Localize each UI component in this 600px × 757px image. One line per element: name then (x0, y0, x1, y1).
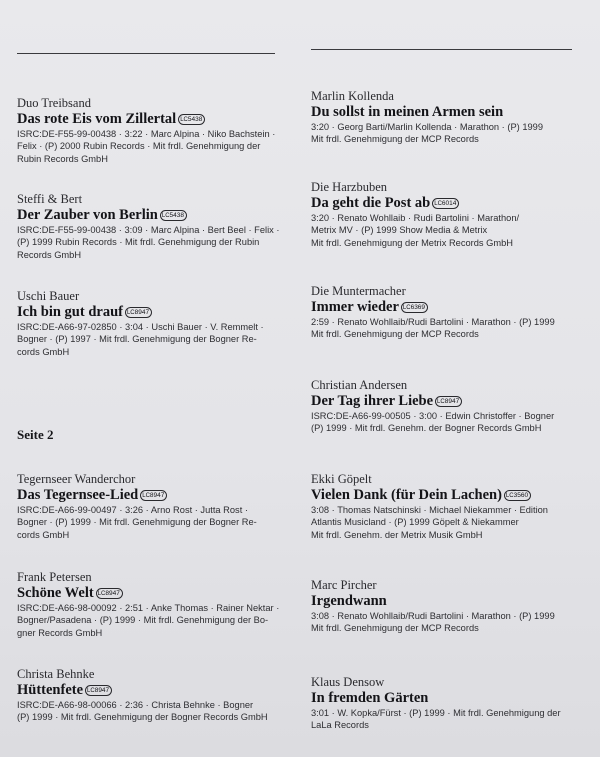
track-credit-line: (P) 1999 · Mit frdl. Genehmigung der Bogner Records GmbH (17, 712, 268, 723)
track-artist: Marlin Kollenda (311, 89, 394, 103)
label-code-number: 6369 (410, 304, 426, 311)
track-credit-line: Mit frdl. Genehm. der Metrix Musik GmbH (311, 529, 483, 540)
left-track-entry (17, 667, 292, 724)
track-credit-line: gner Records GmbH (17, 627, 103, 638)
track-artist: Die Muntermacher (311, 284, 406, 298)
label-code-badge (160, 210, 187, 221)
right-divider-rule (311, 49, 572, 50)
track-title: Irgendwann (311, 593, 387, 609)
track-artist: Ekki Göpelt (311, 472, 372, 486)
label-code-badge (96, 588, 123, 599)
label-code-badge (125, 307, 152, 318)
track-credit-line: Bogner · (P) 1997 · Mit frdl. Genehmigung der Bogner Re- (17, 334, 257, 345)
track-title-row (311, 195, 586, 212)
track-title-row (311, 487, 586, 504)
track-credit-line: (P) 1999 · Mit frdl. Genehm. der Bogner Records GmbH (311, 423, 542, 434)
label-code-badge (435, 396, 462, 407)
track-credit-line: Bogner · (P) 1999 · Mit frdl. Genehmigung der Bogner Re- (17, 517, 257, 528)
track-credit-line: ISRC:DE-A66-98-00092 · 2:51 · Anke Thomas · Rainer Nektar · (17, 603, 280, 613)
track-title: Hüttenfete (17, 682, 84, 698)
label-code-badge (432, 198, 459, 209)
track-credit-line: Mit frdl. Genehmigung der MCP Records (311, 623, 479, 634)
right-track-entry (311, 578, 586, 635)
label-code-number: 8947 (444, 398, 460, 405)
track-artist: Uschi Bauer (17, 289, 80, 303)
track-title-row (17, 585, 292, 602)
right-track-entry (311, 472, 586, 541)
label-code-logo-icon: LC (87, 688, 95, 694)
section-label: Seite 2 (17, 427, 54, 442)
label-code-number: 5438 (169, 212, 184, 219)
track-title-row (17, 111, 292, 128)
right-track-entry (311, 89, 586, 146)
right-track-entry (311, 180, 586, 249)
right-track-entry (311, 675, 586, 732)
track-title-row (311, 104, 586, 121)
track-artist: Marc Pircher (311, 578, 377, 592)
track-title: Vielen Dank (für Dein Lachen) (311, 487, 502, 503)
right-track-entry (311, 284, 586, 341)
track-artist: Duo Treibsand (17, 96, 91, 110)
track-title: Ich bin gut drauf (17, 304, 123, 320)
track-credit-line: (P) 1999 Rubin Records · Mit frdl. Genehmigung der Rubin (17, 237, 260, 248)
track-title: Da geht die Post ab (311, 195, 431, 211)
track-credit-line: Records GmbH (17, 249, 82, 260)
label-code-number: 5438 (187, 116, 203, 123)
track-credit-line: cords GmbH (17, 529, 70, 540)
track-title-row (17, 682, 292, 699)
track-title-row (17, 207, 292, 224)
track-credit-line: Rubin Records GmbH (17, 153, 108, 164)
track-credit-line: Mit frdl. Genehmigung der MCP Records (311, 134, 479, 145)
track-title-row (17, 487, 292, 504)
track-title: Immer wieder (311, 299, 399, 315)
track-credit-line: ISRC:DE-F55-99-00438 · 3:09 · Marc Alpina · Bert Beel · Felix · (17, 225, 280, 235)
track-credit-line: Mit frdl. Genehmigung der Metrix Records GmbH (311, 237, 514, 248)
label-code-logo-icon: LC (97, 591, 106, 597)
track-credit-line: 3:20 · Georg Barti/Marlin Kollenda · Marathon · (P) 1999 (311, 122, 544, 132)
track-title: In fremden Gärten (311, 690, 429, 706)
track-credit-line: ISRC:DE-A66-99-00505 · 3:00 · Edwin Christoffer · Bogner (311, 411, 555, 421)
label-code-badge (504, 490, 531, 501)
track-credit-line: ISRC:DE-F55-99-00438 · 3:22 · Marc Alpina · Niko Bachstein · (17, 129, 276, 139)
track-artist: Tegernseer Wanderchor (17, 472, 136, 486)
track-credit-line: 2:59 · Renato Wohllaib/Rudi Bartolini · Marathon · (P) 1999 (311, 317, 555, 327)
track-credit-line: cords GmbH (17, 346, 70, 357)
label-code-badge (401, 302, 428, 313)
track-credit-line: 3:20 · Renato Wohllaib · Rudi Bartolini · Marathon/ (311, 213, 520, 223)
track-credit-line: Metrix MV · (P) 1999 Show Media & Metrix (311, 225, 488, 236)
label-code-number: 8947 (94, 687, 110, 694)
track-title-row (17, 304, 292, 321)
track-credit-line: Felix · (P) 2000 Rubin Records · Mit frdl. Genehmigung der (17, 141, 261, 152)
label-code-logo-icon: LC (180, 117, 188, 123)
label-code-logo-icon: LC (402, 305, 411, 311)
track-title: Du sollst in meinen Armen sein (311, 104, 504, 120)
track-artist: Steffi & Bert (17, 192, 83, 206)
label-code-badge (140, 490, 167, 501)
label-code-logo-icon: LC (126, 310, 135, 316)
left-track-entry (17, 570, 292, 639)
right-track-entry (311, 378, 586, 435)
track-artist: Klaus Densow (311, 675, 385, 689)
track-title: Der Tag ihrer Liebe (311, 393, 434, 409)
track-title-row (311, 299, 586, 316)
left-track-entry (17, 289, 292, 358)
label-code-badge (85, 685, 112, 696)
track-title-row (311, 593, 586, 610)
track-credit-line: Bogner/Pasadena · (P) 1999 · Mit frdl. Genehmigung der Bo- (17, 615, 269, 626)
left-track-entry (17, 96, 292, 165)
left-track-entry (17, 472, 292, 541)
left-divider-rule (17, 53, 275, 54)
label-code-number: 3560 (513, 492, 529, 499)
track-credit-line: 3:01 · W. Kopka/Fürst · (P) 1999 · Mit frdl. Genehmigung der (311, 708, 561, 718)
track-artist: Christian Andersen (311, 378, 408, 392)
track-credit-line: ISRC:DE-A66-97-02850 · 3:04 · Uschi Bauer · V. Remmelt · (17, 322, 264, 332)
track-credit-line: ISRC:DE-A66-98-00066 · 2:36 · Christa Behnke · Bogner (17, 700, 254, 710)
label-code-number: 8947 (149, 492, 165, 499)
label-code-logo-icon: LC (437, 399, 445, 405)
track-title: Der Zauber von Berlin (17, 207, 158, 223)
track-artist: Frank Petersen (17, 570, 92, 584)
track-title: Das rote Eis vom Zillertal (17, 111, 177, 127)
track-credit-line: Atlantis Musicland · (P) 1999 Göpelt & Niekammer (311, 517, 519, 528)
track-artist: Christa Behnke (17, 667, 95, 681)
left-track-entry (17, 192, 292, 261)
track-credit-line: ISRC:DE-A66-99-00497 · 3:26 · Arno Rost · Jutta Rost · (17, 505, 248, 515)
track-credit-line: Mit frdl. Genehmigung der MCP Records (311, 329, 479, 340)
track-title: Das Tegernsee-Lied (17, 487, 139, 503)
label-code-number: 8947 (105, 590, 120, 597)
label-code-logo-icon: LC (505, 493, 514, 499)
track-title-row (311, 393, 586, 410)
track-credit-line: LaLa Records (311, 720, 369, 731)
label-code-logo-icon: LC (161, 213, 170, 219)
label-code-number: 6014 (441, 200, 457, 207)
track-artist: Die Harzbuben (311, 180, 388, 194)
label-code-badge (178, 114, 205, 125)
track-title-row (311, 690, 586, 707)
track-credit-line: 3:08 · Thomas Natschinski · Michael Niekammer · Edition (311, 505, 548, 515)
label-code-logo-icon: LC (434, 201, 442, 207)
track-credit-line: 3:08 · Renato Wohllaib/Rudi Bartolini · Marathon · (P) 1999 (311, 611, 555, 621)
label-code-logo-icon: LC (142, 493, 150, 499)
label-code-number: 8947 (134, 309, 150, 316)
track-title: Schöne Welt (17, 585, 94, 601)
